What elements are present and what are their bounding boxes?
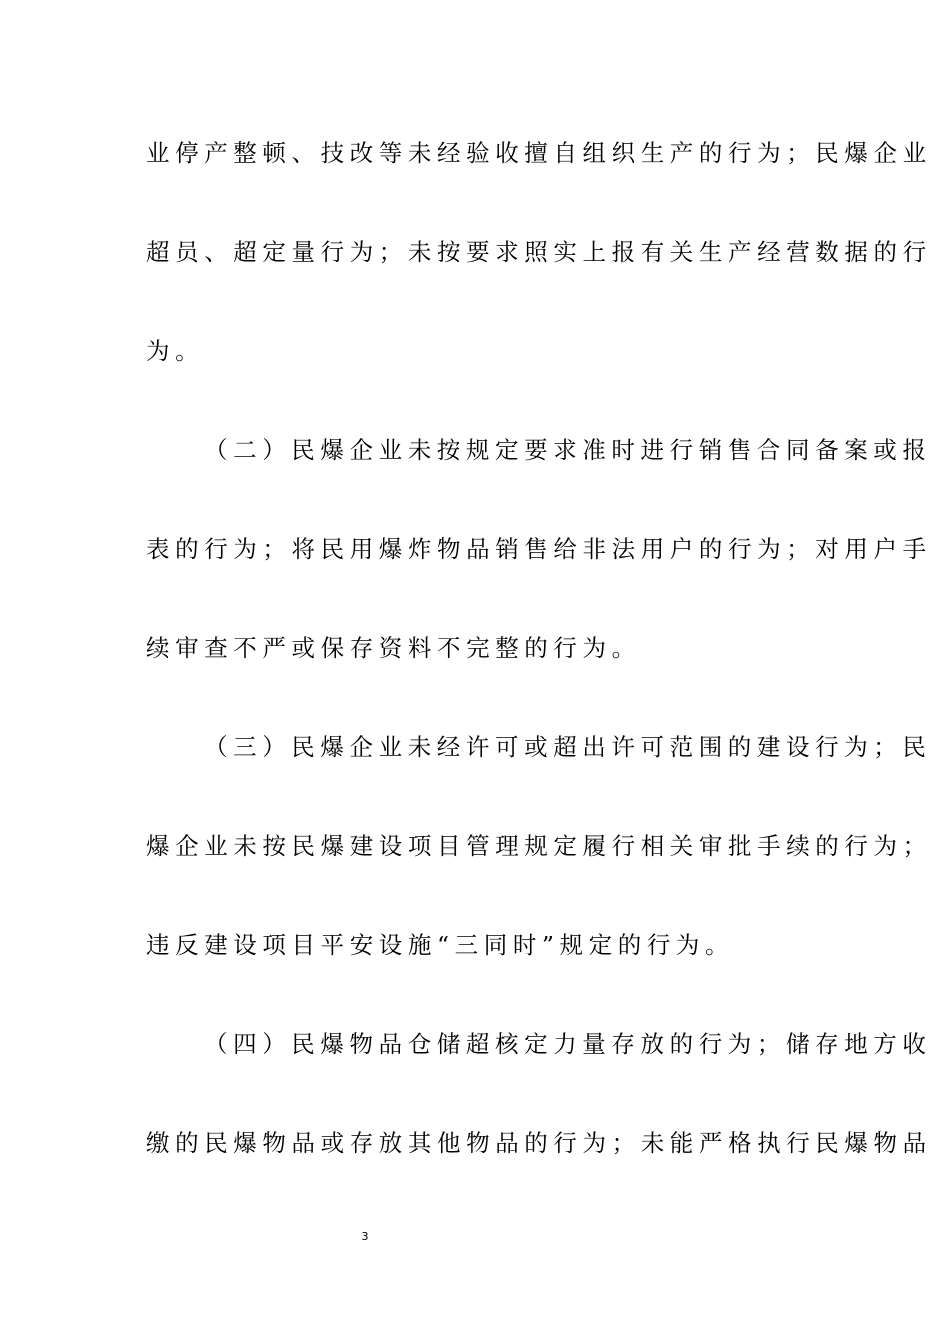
- paragraph-heading-line: （四）民爆物品仓储超核定力量存放的行为；储存地方收: [204, 1030, 932, 1058]
- text-line: 超员、超定量行为；未按要求照实上报有关生产经营数据的行: [146, 238, 932, 266]
- text-line: 表的行为；将民用爆炸物品销售给非法用户的行为；对用户手: [146, 535, 932, 563]
- paragraph-heading-line: （三）民爆企业未经许可或超出许可范围的建设行为；民: [204, 733, 932, 761]
- text-line: 爆企业未按民爆建设项目管理规定履行相关审批手续的行为；: [146, 832, 932, 860]
- text-line: 违反建设项目平安设施“三同时”规定的行为。: [146, 931, 735, 959]
- paragraph-heading-line: （二）民爆企业未按规定要求准时进行销售合同备案或报: [204, 436, 932, 464]
- text-line: 业停产整顿、技改等未经验收擅自组织生产的行为；民爆企业: [146, 139, 932, 167]
- page-number: 3: [361, 1230, 369, 1243]
- text-line: 缴的民爆物品或存放其他物品的行为；未能严格执行民爆物品: [146, 1129, 932, 1157]
- text-line: 续审查不严或保存资料不完整的行为。: [146, 634, 641, 662]
- text-line: 为。: [146, 337, 205, 365]
